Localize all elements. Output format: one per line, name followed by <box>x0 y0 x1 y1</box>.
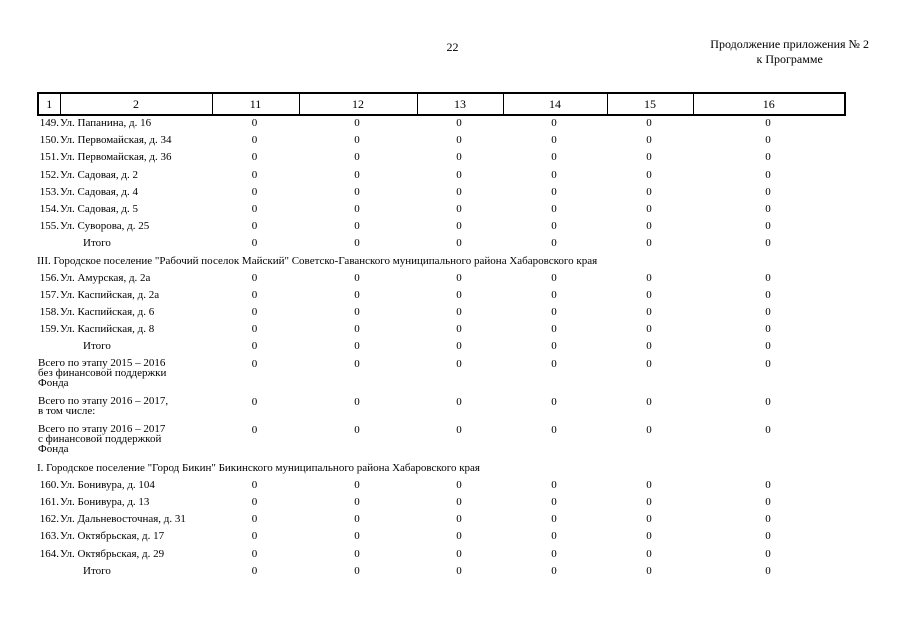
table-row <box>37 530 844 547</box>
value-cell: 0 <box>251 306 258 319</box>
value-cell: 0 <box>456 185 462 198</box>
value-cell: 0 <box>456 530 462 543</box>
value-cell: 0 <box>456 496 462 508</box>
row-number: 152. <box>39 168 59 181</box>
address-label: Ул. Каспийская, д. 6 <box>60 306 155 319</box>
row-number: 156. <box>39 271 59 284</box>
value-cell: 0 <box>551 202 557 215</box>
value-cell: 0 <box>646 357 652 370</box>
row-number: 161. <box>39 496 59 508</box>
value-cell: 0 <box>551 151 557 164</box>
row-number <box>37 237 59 254</box>
value-cell: 0 <box>646 117 652 129</box>
data-table <box>37 117 844 582</box>
value-cell: 0 <box>456 168 462 181</box>
value-cell: 0 <box>551 271 557 284</box>
value-cell: 0 <box>251 151 258 164</box>
value-cell: 0 <box>354 496 360 508</box>
header-cell: 14 <box>503 93 607 115</box>
value-cell: 0 <box>646 564 652 577</box>
value-cell: 0 <box>646 423 652 436</box>
value-cell: 0 <box>646 496 652 508</box>
address-label: Ул. Садовая, д. 4 <box>60 185 138 198</box>
table-row <box>37 220 844 237</box>
value-cell: 0 <box>551 513 557 526</box>
header-cell: 15 <box>607 93 693 115</box>
value-cell: 0 <box>765 478 771 491</box>
value-cell: 0 <box>551 288 557 301</box>
header-cell: 1 <box>38 93 60 115</box>
subtotal-row <box>37 340 844 357</box>
value-cell: 0 <box>456 423 462 436</box>
table-row <box>37 186 844 203</box>
row-number <box>37 340 59 357</box>
value-cell: 0 <box>646 288 652 301</box>
value-cell: 0 <box>646 185 652 198</box>
value-cell: 0 <box>354 513 360 526</box>
value-cell: 0 <box>551 564 557 577</box>
value-cell: 0 <box>646 202 652 215</box>
subtotal-label: Итого <box>83 564 111 577</box>
value-cell: 0 <box>765 168 771 181</box>
address-label: Ул. Октябрьская, д. 29 <box>60 547 165 560</box>
section-title: III. Городское поселение "Рабочий поселок Майский" Советско-Гаванского муниципального района Хабаровского края <box>37 254 598 267</box>
value-cell: 0 <box>354 202 360 215</box>
value-cell: 0 <box>456 340 462 353</box>
value-cell: 0 <box>765 395 771 408</box>
value-cell: 0 <box>765 202 771 215</box>
value-cell: 0 <box>551 134 557 147</box>
row-number: 158. <box>39 306 59 319</box>
value-cell: 0 <box>251 237 258 250</box>
total-label: Всего по этапу 2015 – 2016 без финансовой поддержки Фонда <box>38 356 167 389</box>
value-cell: 0 <box>251 496 258 508</box>
value-cell: 0 <box>456 117 462 129</box>
value-cell: 0 <box>354 168 360 181</box>
header-table <box>37 92 846 116</box>
section-title: I. Городское поселение "Город Бикин" Бикинского муниципального района Хабаровского края <box>37 461 480 474</box>
value-cell: 0 <box>251 117 258 129</box>
value-cell: 0 <box>456 237 462 250</box>
row-number: 150. <box>39 134 59 147</box>
subtotal-label: Итого <box>83 340 111 353</box>
row-number: 157. <box>39 288 59 301</box>
value-cell: 0 <box>551 220 557 233</box>
value-cell: 0 <box>551 117 557 129</box>
value-cell: 0 <box>765 423 771 436</box>
value-cell: 0 <box>765 357 771 370</box>
value-cell: 0 <box>551 237 557 250</box>
row-number: 154. <box>39 202 59 215</box>
value-cell: 0 <box>251 395 258 408</box>
row-number <box>37 565 59 582</box>
value-cell: 0 <box>456 271 462 284</box>
value-cell: 0 <box>456 202 462 215</box>
value-cell: 0 <box>551 340 557 353</box>
address-label: Ул. Каспийская, д. 8 <box>60 323 155 336</box>
value-cell: 0 <box>646 134 652 147</box>
section-header-row <box>37 255 844 272</box>
value-cell: 0 <box>251 288 258 301</box>
row-number: 159. <box>39 323 59 336</box>
value-cell: 0 <box>354 530 360 543</box>
page-number: 22 <box>446 40 459 54</box>
address-label: Ул. Садовая, д. 5 <box>60 202 138 215</box>
value-cell: 0 <box>354 117 360 129</box>
value-cell: 0 <box>765 151 771 164</box>
table-row <box>37 272 844 289</box>
row-number: 151. <box>39 151 59 164</box>
table-row <box>37 548 844 565</box>
address-label: Ул. Садовая, д. 2 <box>60 168 138 181</box>
value-cell: 0 <box>456 134 462 147</box>
value-cell: 0 <box>646 220 652 233</box>
value-cell: 0 <box>765 117 771 129</box>
value-cell: 0 <box>456 564 462 577</box>
value-cell: 0 <box>354 340 360 353</box>
value-cell: 0 <box>251 357 258 370</box>
value-cell: 0 <box>765 530 771 543</box>
value-cell: 0 <box>251 478 258 491</box>
row-number: 149. <box>39 117 59 129</box>
value-cell: 0 <box>251 530 258 543</box>
table-row <box>37 151 844 168</box>
value-cell: 0 <box>551 547 557 560</box>
value-cell: 0 <box>551 185 557 198</box>
value-cell: 0 <box>765 340 771 353</box>
value-cell: 0 <box>646 237 652 250</box>
table-row <box>37 306 844 323</box>
subtotal-row <box>37 565 844 582</box>
section-header-row <box>37 462 844 479</box>
row-number: 163. <box>39 530 59 543</box>
address-label: Ул. Бонивура, д. 13 <box>60 496 150 508</box>
header-cell: 16 <box>693 93 845 115</box>
value-cell: 0 <box>551 306 557 319</box>
subtotal-label: Итого <box>83 237 111 250</box>
value-cell: 0 <box>765 513 771 526</box>
table-row <box>37 479 844 496</box>
table-row <box>37 117 844 134</box>
value-cell: 0 <box>456 478 462 491</box>
value-cell: 0 <box>551 323 557 336</box>
value-cell: 0 <box>765 237 771 250</box>
subtotal-row <box>37 237 844 254</box>
value-cell: 0 <box>354 288 360 301</box>
table-row <box>37 513 844 530</box>
value-cell: 0 <box>251 340 258 353</box>
value-cell: 0 <box>456 220 462 233</box>
row-number: 160. <box>39 478 59 491</box>
total-label: Всего по этапу 2016 – 2017, в том числе: <box>38 394 169 417</box>
value-cell: 0 <box>765 220 771 233</box>
value-cell: 0 <box>456 513 462 526</box>
value-cell: 0 <box>251 323 258 336</box>
address-label: Ул. Бонивура, д. 104 <box>60 478 155 491</box>
row-number: 155. <box>39 220 59 233</box>
value-cell: 0 <box>354 134 360 147</box>
address-label: Ул. Амурская, д. 2а <box>60 271 151 284</box>
header-row <box>38 93 845 115</box>
value-cell: 0 <box>354 306 360 319</box>
header-cell: 2 <box>60 93 212 115</box>
value-cell: 0 <box>354 151 360 164</box>
value-cell: 0 <box>551 496 557 508</box>
value-cell: 0 <box>251 220 258 233</box>
value-cell: 0 <box>251 271 258 284</box>
value-cell: 0 <box>765 547 771 560</box>
table-row <box>37 169 844 186</box>
address-label: Ул. Каспийская, д. 2а <box>60 288 160 301</box>
value-cell: 0 <box>765 323 771 336</box>
row-number: 153. <box>39 185 59 198</box>
value-cell: 0 <box>646 271 652 284</box>
value-cell: 0 <box>765 564 771 577</box>
value-cell: 0 <box>354 478 360 491</box>
row-number: 162. <box>39 513 59 526</box>
value-cell: 0 <box>251 185 258 198</box>
value-cell: 0 <box>551 395 557 408</box>
address-label: Ул. Октябрьская, д. 17 <box>60 530 165 543</box>
row-number: 164. <box>39 547 59 560</box>
table-row <box>37 323 844 340</box>
value-cell: 0 <box>251 513 258 526</box>
value-cell: 0 <box>551 423 557 436</box>
header-cell: 11 <box>212 93 299 115</box>
value-cell: 0 <box>354 395 360 408</box>
value-cell: 0 <box>551 530 557 543</box>
value-cell: 0 <box>251 423 258 436</box>
value-cell: 0 <box>251 134 258 147</box>
value-cell: 0 <box>765 185 771 198</box>
address-label: Ул. Суворова, д. 25 <box>60 220 150 233</box>
address-label: Ул. Первомайская, д. 36 <box>60 151 172 164</box>
value-cell: 0 <box>354 323 360 336</box>
value-cell: 0 <box>765 134 771 147</box>
table-row <box>37 289 844 306</box>
value-cell: 0 <box>646 340 652 353</box>
header-cell: 12 <box>299 93 417 115</box>
value-cell: 0 <box>551 478 557 491</box>
value-cell: 0 <box>646 306 652 319</box>
value-cell: 0 <box>354 185 360 198</box>
value-cell: 0 <box>456 547 462 560</box>
table-row <box>37 203 844 220</box>
value-cell: 0 <box>354 271 360 284</box>
value-cell: 0 <box>354 423 360 436</box>
value-cell: 0 <box>251 168 258 181</box>
value-cell: 0 <box>251 547 258 560</box>
value-cell: 0 <box>456 288 462 301</box>
value-cell: 0 <box>354 357 360 370</box>
value-cell: 0 <box>646 395 652 408</box>
total-row <box>37 424 844 462</box>
value-cell: 0 <box>456 306 462 319</box>
address-label: Ул. Папанина, д. 16 <box>60 117 152 129</box>
value-cell: 0 <box>354 237 360 250</box>
value-cell: 0 <box>765 271 771 284</box>
value-cell: 0 <box>646 547 652 560</box>
header-cell: 13 <box>417 93 503 115</box>
value-cell: 0 <box>354 547 360 560</box>
value-cell: 0 <box>646 530 652 543</box>
value-cell: 0 <box>456 395 462 408</box>
value-cell: 0 <box>354 564 360 577</box>
table-row <box>37 496 844 513</box>
value-cell: 0 <box>765 306 771 319</box>
address-label: Ул. Первомайская, д. 34 <box>60 134 172 147</box>
total-row <box>37 396 844 424</box>
value-cell: 0 <box>456 357 462 370</box>
value-cell: 0 <box>646 513 652 526</box>
total-row <box>37 358 844 396</box>
value-cell: 0 <box>456 323 462 336</box>
value-cell: 0 <box>551 357 557 370</box>
value-cell: 0 <box>765 496 771 508</box>
value-cell: 0 <box>646 168 652 181</box>
value-cell: 0 <box>354 220 360 233</box>
annex-line-1: Продолжение приложения № 2 <box>710 37 869 51</box>
annex-line-2: к Программе <box>756 52 823 66</box>
value-cell: 0 <box>646 323 652 336</box>
address-label: Ул. Дальневосточная, д. 31 <box>60 513 186 526</box>
value-cell: 0 <box>646 478 652 491</box>
value-cell: 0 <box>251 564 258 577</box>
value-cell: 0 <box>646 151 652 164</box>
value-cell: 0 <box>765 288 771 301</box>
value-cell: 0 <box>551 168 557 181</box>
total-label: Всего по этапу 2016 – 2017 с финансовой поддержкой Фонда <box>38 422 166 455</box>
annex-caption <box>710 37 869 67</box>
table-row <box>37 134 844 151</box>
value-cell: 0 <box>456 151 462 164</box>
value-cell: 0 <box>251 202 258 215</box>
